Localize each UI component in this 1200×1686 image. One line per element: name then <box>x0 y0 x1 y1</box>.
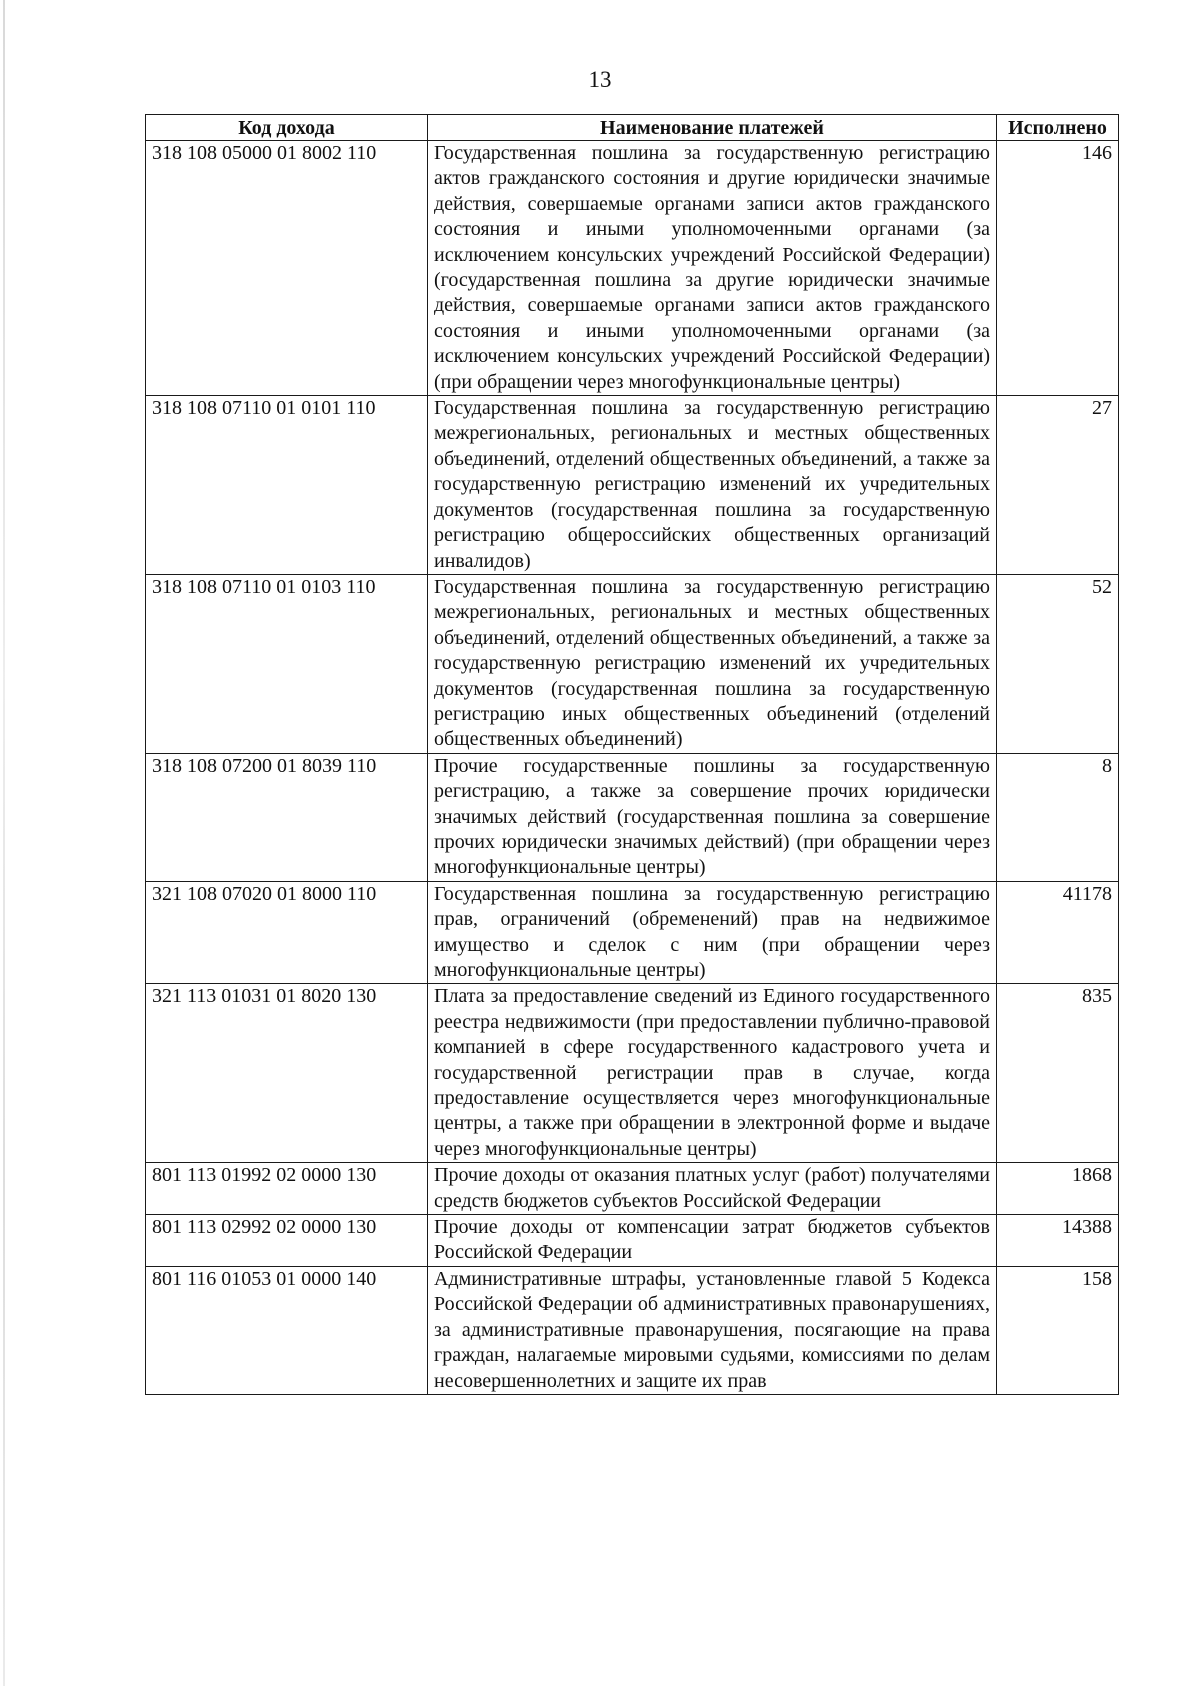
executed-amount: 158 <box>997 1266 1119 1394</box>
payment-name: Прочие доходы от компенсации затрат бюджетов субъектов Российской Федерации <box>428 1215 997 1267</box>
income-code: 318 108 07200 01 8039 110 <box>146 753 428 881</box>
table-row <box>146 753 1119 881</box>
table-row <box>146 574 1119 753</box>
executed-amount: 146 <box>997 141 1119 396</box>
payment-name: Административные штрафы, установленные главой 5 Кодекса Российской Федерации об административных правонарушениях, за административные правонарушения, посягающие на права граждан, налагаемые мировыми судьями, комиссиями по делам несовершеннолетних и защите их прав <box>428 1266 997 1394</box>
table-row <box>146 141 1119 396</box>
table-row <box>146 881 1119 984</box>
income-code: 801 116 01053 01 0000 140 <box>146 1266 428 1394</box>
table-row <box>146 396 1119 575</box>
payment-name: Плата за предоставление сведений из Единого государственного реестра недвижимости (при предоставлении публично-правовой компанией в сфере государственного кадастрового учета и государственной регистрации прав в случае, когда предоставление осуществляется через многофункциональные центры, а также при обращении в электронной форме и выдаче через многофункциональные центры) <box>428 984 997 1163</box>
payment-name: Прочие государственные пошлины за государственную регистрацию, а также за совершение прочих юридически значимых действий (государственная пошлина за совершение прочих юридически значимых действий) (при обращении через многофункциональные центры) <box>428 753 997 881</box>
income-code: 321 113 01031 01 8020 130 <box>146 984 428 1163</box>
table-row <box>146 1163 1119 1215</box>
payment-name: Государственная пошлина за государственную регистрацию межрегиональных, региональных и местных общественных объединений, отделений общественных объединений, а также за государственную регистрацию изменений их учредительных документов (государственная пошлина за государственную регистрацию иных общественных объединений (отделений общественных объединений) <box>428 574 997 753</box>
table-row <box>146 1215 1119 1267</box>
header-name: Наименование платежей <box>428 115 997 141</box>
header-code: Код дохода <box>146 115 428 141</box>
table-header-row <box>146 115 1119 141</box>
executed-amount: 27 <box>997 396 1119 575</box>
scan-edge <box>3 0 5 1686</box>
executed-amount: 52 <box>997 574 1119 753</box>
income-code: 801 113 02992 02 0000 130 <box>146 1215 428 1267</box>
income-code: 318 108 07110 01 0103 110 <box>146 574 428 753</box>
executed-amount: 8 <box>997 753 1119 881</box>
income-code: 318 108 05000 01 8002 110 <box>146 141 428 396</box>
executed-amount: 835 <box>997 984 1119 1163</box>
table-row <box>146 984 1119 1163</box>
income-code: 801 113 01992 02 0000 130 <box>146 1163 428 1215</box>
revenue-table <box>145 114 1119 1395</box>
income-code: 318 108 07110 01 0101 110 <box>146 396 428 575</box>
executed-amount: 1868 <box>997 1163 1119 1215</box>
table-row <box>146 1266 1119 1394</box>
executed-amount: 14388 <box>997 1215 1119 1267</box>
income-code: 321 108 07020 01 8000 110 <box>146 881 428 984</box>
executed-amount: 41178 <box>997 881 1119 984</box>
header-amount: Исполнено <box>997 115 1119 141</box>
payment-name: Государственная пошлина за государственную регистрацию актов гражданского состояния и другие юридически значимые действия, совершаемые органами записи актов гражданского состояния и иными уполномоченными органами (за исключением консульских учреждений Российской Федерации) (государственная пошлина за другие юридически значимые действия, совершаемые органами записи актов гражданского состояния и иными уполномоченными органами (за исключением консульских учреждений Российской Федерации) (при обращении через многофункциональные центры) <box>428 141 997 396</box>
page-number: 13 <box>588 67 612 92</box>
payment-name: Прочие доходы от оказания платных услуг (работ) получателями средств бюджетов субъектов Российской Федерации <box>428 1163 997 1215</box>
payment-name: Государственная пошлина за государственную регистрацию прав, ограничений (обременений) прав на недвижимое имущество и сделок с ним (при обращении через многофункциональные центры) <box>428 881 997 984</box>
payment-name: Государственная пошлина за государственную регистрацию межрегиональных, региональных и местных общественных объединений, отделений общественных объединений, а также за государственную регистрацию изменений их учредительных документов (государственная пошлина за государственную регистрацию общероссийских общественных организаций инвалидов) <box>428 396 997 575</box>
